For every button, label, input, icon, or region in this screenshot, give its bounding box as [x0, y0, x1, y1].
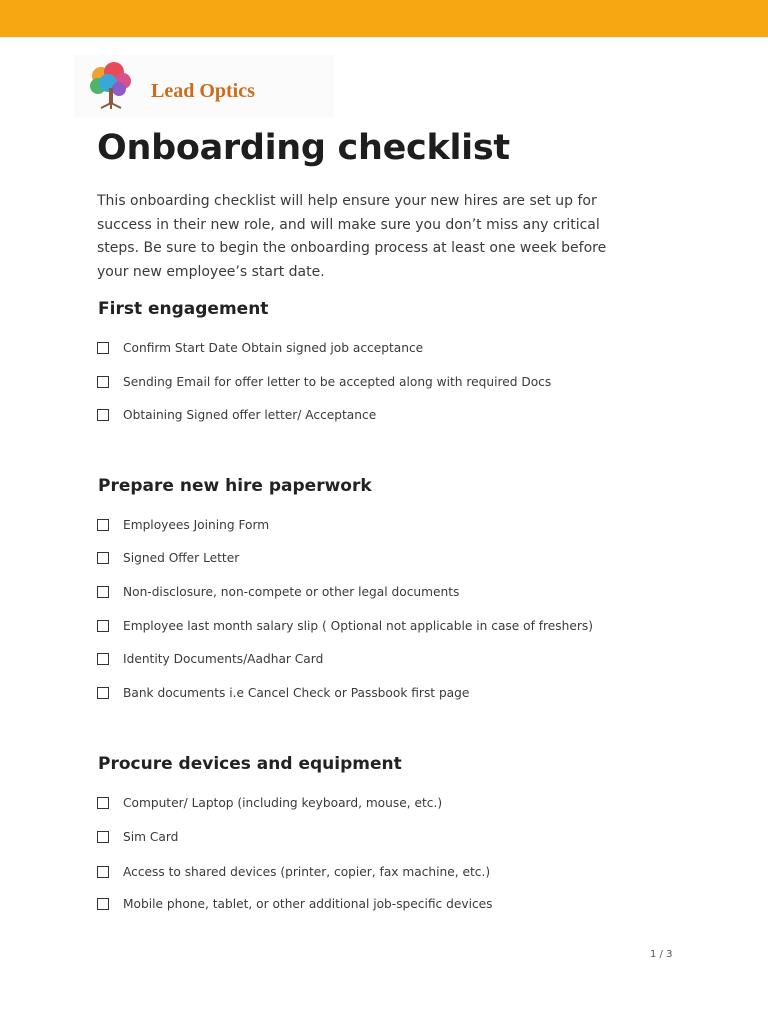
page-title: Onboarding checklist [97, 128, 510, 168]
section-title-first-engagement: First engagement [98, 299, 269, 319]
checklist-item[interactable] [97, 549, 239, 567]
intro-paragraph: This onboarding checklist will help ensure your new hires are set up for success in their new role, and will make sure you don’t miss any critical steps. Be sure to begin the onboarding process at least one week before your new employee’s start date. [97, 193, 607, 280]
checkbox[interactable] [97, 409, 109, 421]
checklist-item[interactable] [97, 863, 490, 881]
section-title-devices: Procure devices and equipment [98, 754, 402, 774]
section-title-paperwork: Prepare new hire paperwork [98, 476, 372, 496]
page-number: 1 / 3 [650, 949, 673, 960]
checklist-item-label: Employees Joining Form [123, 518, 270, 532]
checkbox[interactable] [97, 342, 109, 354]
checklist-item-label: Sim Card [123, 830, 179, 844]
checklist-item[interactable] [97, 895, 493, 913]
checklist-item[interactable] [97, 794, 442, 812]
company-logo [74, 55, 334, 117]
checklist-item-label: Non-disclosure, non-compete or other legal documents [123, 585, 460, 599]
checkbox[interactable] [97, 519, 109, 531]
checklist-item[interactable] [97, 650, 323, 668]
checklist-item-label: Mobile phone, tablet, or other additional job-specific devices [123, 897, 493, 911]
checkbox[interactable] [97, 866, 109, 878]
tree-logo-icon [86, 61, 136, 111]
checkbox[interactable] [97, 898, 109, 910]
checklist-item[interactable] [97, 828, 178, 846]
checklist-item-label: Computer/ Laptop (including keyboard, mouse, etc.) [123, 796, 443, 810]
checklist-item[interactable] [97, 339, 423, 357]
checklist-item[interactable] [97, 406, 376, 424]
checklist-item[interactable] [97, 583, 459, 601]
checklist-item[interactable] [97, 373, 551, 391]
checklist-item-label: Obtaining Signed offer letter/ Acceptance [123, 408, 377, 422]
top-accent-bar [0, 0, 768, 37]
checkbox[interactable] [97, 797, 109, 809]
checklist-item[interactable] [97, 617, 593, 635]
checklist-item-label: Employee last month salary slip ( Optional not applicable in case of freshers) [123, 619, 593, 633]
company-name: Lead Optics [151, 80, 255, 102]
checklist-item-label: Confirm Start Date Obtain signed job acceptance [123, 341, 424, 355]
checkbox[interactable] [97, 653, 109, 665]
checkbox[interactable] [97, 620, 109, 632]
checklist-item-label: Sending Email for offer letter to be accepted along with required Docs [123, 375, 552, 389]
checklist-item[interactable] [97, 516, 269, 534]
checkbox[interactable] [97, 552, 109, 564]
checkbox[interactable] [97, 376, 109, 388]
checklist-item[interactable] [97, 684, 469, 702]
checkbox[interactable] [97, 586, 109, 598]
checklist-item-label: Access to shared devices (printer, copier, fax machine, etc.) [123, 865, 491, 879]
checkbox[interactable] [97, 687, 109, 699]
checklist-item-label: Bank documents i.e Cancel Check or Passbook first page [123, 686, 470, 700]
checklist-item-label: Identity Documents/Aadhar Card [123, 652, 324, 666]
checkbox[interactable] [97, 831, 109, 843]
checklist-item-label: Signed Offer Letter [123, 551, 240, 565]
